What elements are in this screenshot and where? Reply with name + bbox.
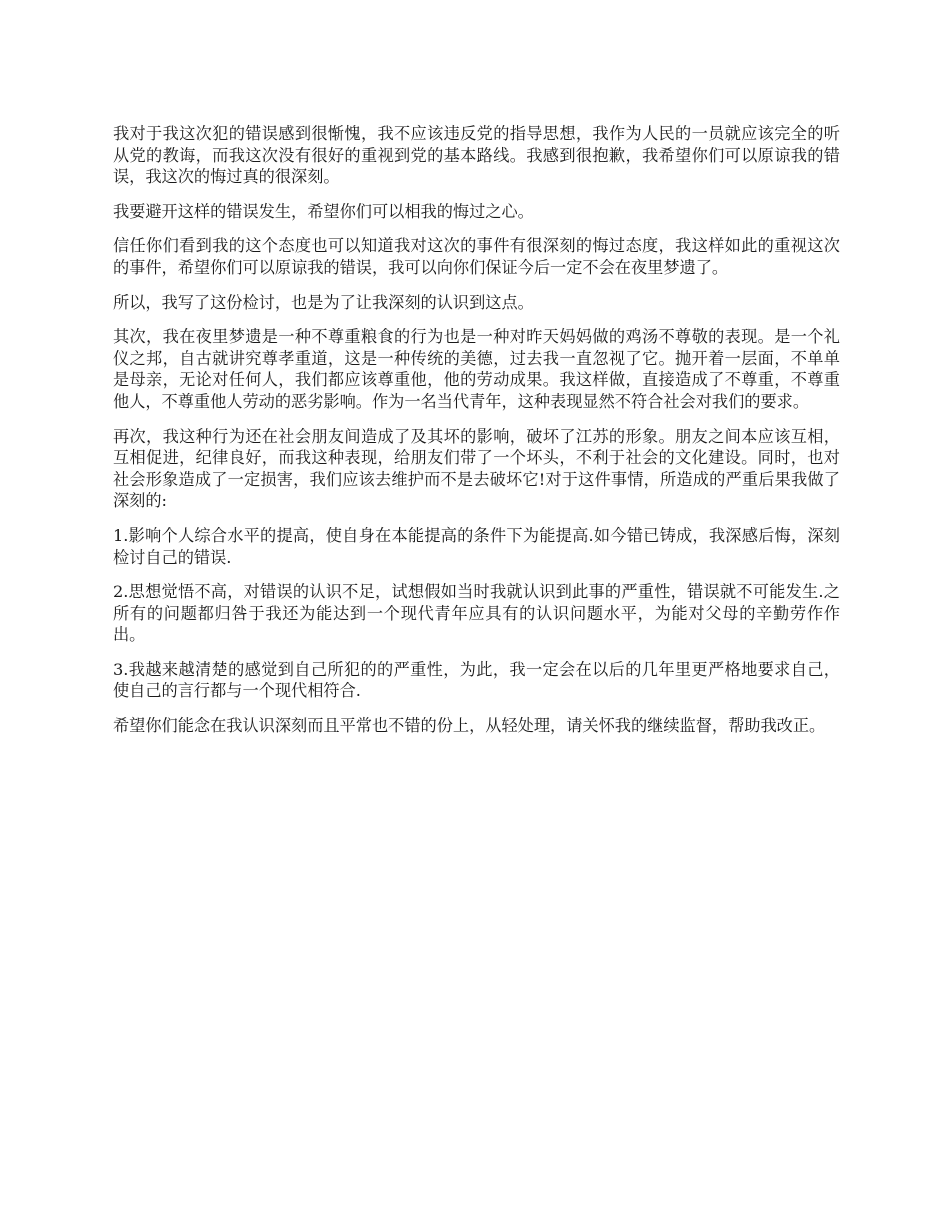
paragraph-5: 其次，我在夜里梦遗是一种不尊重粮食的行为也是一种对昨天妈妈做的鸡汤不尊敬的表现。是一个礼仪之邦，自古就讲究尊孝重道，这是一种传统的美德，过去我一直忽视了它。抛开着一层面，不单单是母亲，无论对任何人，我们都应该尊重他，他的劳动成果。我这样做，直接造成了不尊重，不尊重他人，不尊重他人劳动的恶劣影响。作为一名当代青年，这种表现显然不符合社会对我们的要求。 [113,327,840,411]
list-item-3: 3.我越来越清楚的感觉到自己所犯的的严重性，为此，我一定会在以后的几年里更严格地要求自己，使自己的言行都与一个现代相符合. [113,659,840,701]
paragraph-2: 我要避开这样的错误发生，希望你们可以相我的悔过之心。 [113,201,534,221]
paragraph-4: 所以，我写了这份检讨，也是为了让我深刻的认识到这点。 [113,292,534,312]
paragraph-1: 我对于我这次犯的错误感到很惭愧，我不应该违反党的指导思想，我作为人民的一员就应该完全的听从党的教诲，而我这次没有很好的重视到党的基本路线。我感到很抱歉，我希望你们可以原谅我的错误，我这次的悔过真的很深刻。 [113,124,840,187]
document-body [113,123,840,750]
list-item-2: 2.思想觉悟不高，对错误的认识不足，试想假如当时我就认识到此事的严重性，错误就不可能发生.之所有的问题都归咎于我还为能达到一个现代青年应具有的认识问题水平，为能对父母的辛勤劳作作出。 [113,582,840,645]
closing-paragraph: 希望你们能念在我认识深刻而且平常也不错的份上，从轻处理，请关怀我的继续监督，帮助我改正。 [113,716,826,736]
list-item-1: 1.影响个人综合水平的提高，使自身在本能提高的条件下为能提高.如今错已铸成，我深感后悔，深刻检讨自己的错误. [113,525,840,567]
paragraph-6: 再次，我这种行为还在社会朋友间造成了及其坏的影响，破坏了江苏的形象。朋友之间本应该互相，互相促进，纪律良好，而我这种表现，给朋友们带了一个坏头，不利于社会的文化建设。同时，也对社会形象造成了一定损害，我们应该去维护而不是去破坏它!对于这件事情，所造成的严重后果我做了深刻的: [113,426,840,511]
paragraph-3: 信任你们看到我的这个态度也可以知道我对这次的事件有很深刻的悔过态度，我这样如此的重视这次的事件，希望你们可以原谅我的错误，我可以向你们保证今后一定不会在夜里梦遗了。 [113,236,840,277]
